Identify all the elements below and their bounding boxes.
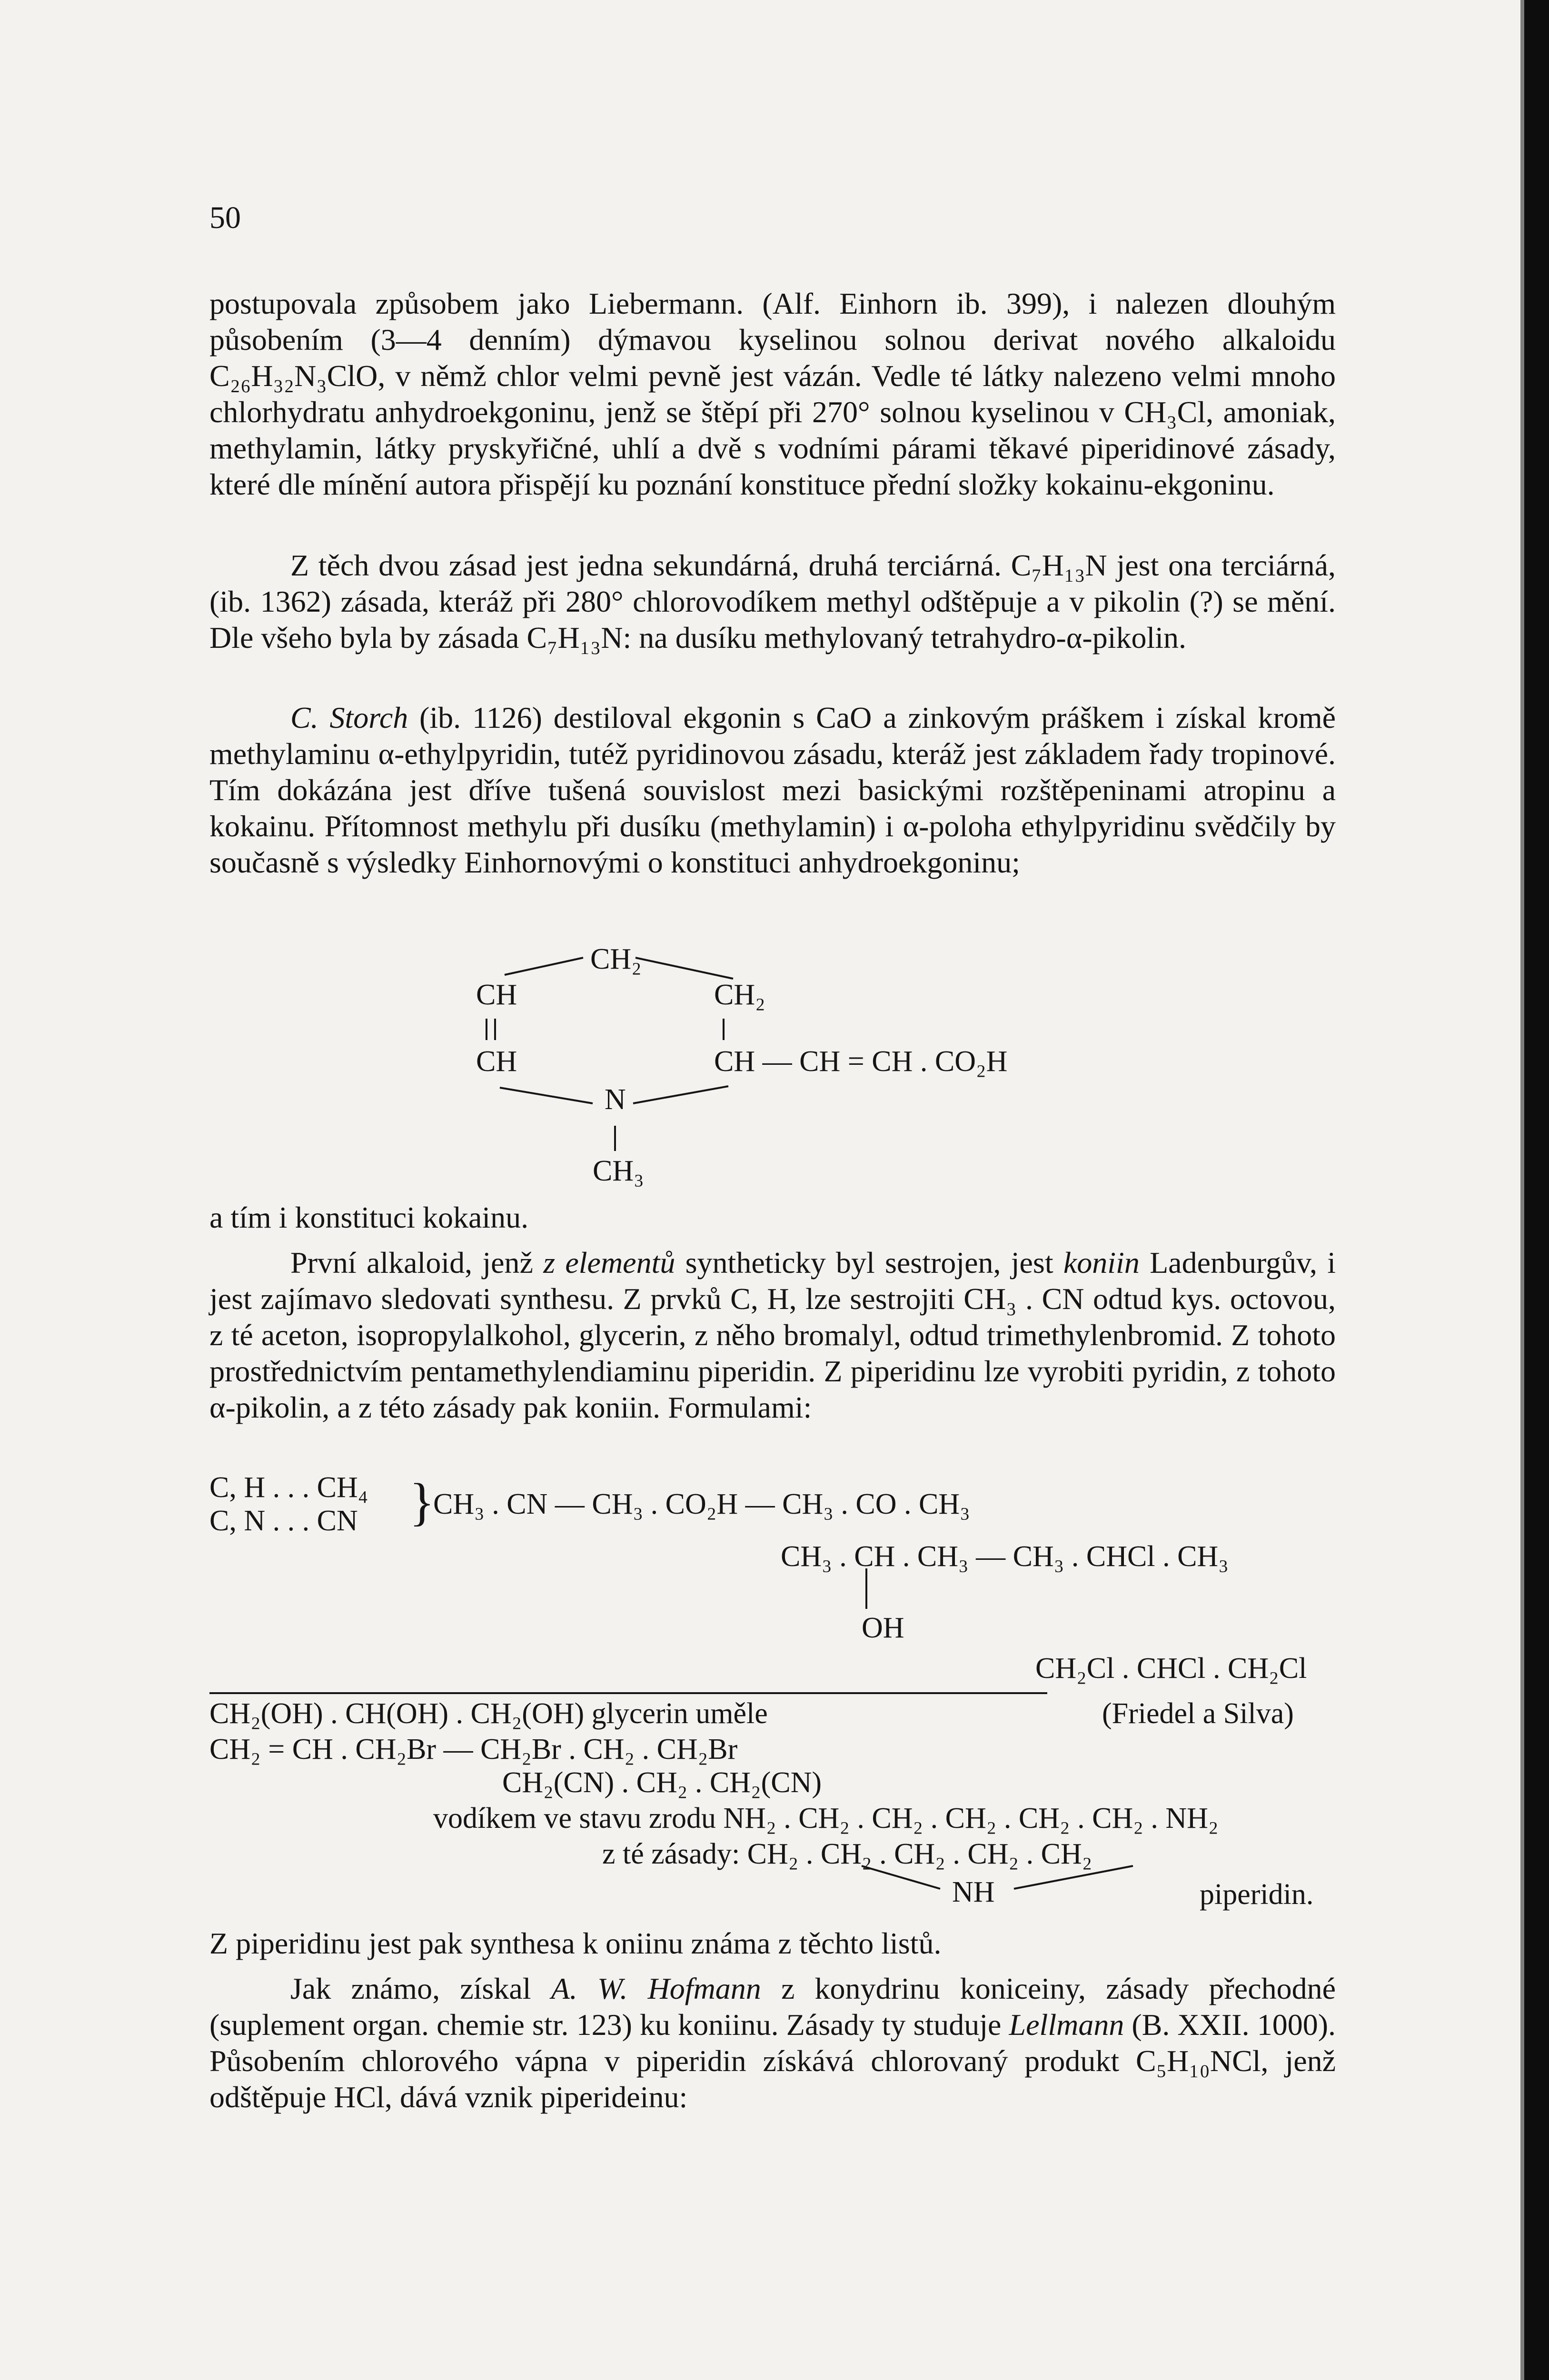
- struct-top-ch2: CH₂: [590, 943, 642, 975]
- paragraph-6: Z piperidinu jest pak synthesa k oniinu známa z těchto listů.: [209, 1926, 942, 1960]
- struct-left-bottom-ch: CH: [476, 1045, 517, 1078]
- paragraph-1: postupovala způsobem jako Liebermann. (Alf. Einhorn ib. 399), i nalezen dlouhým působením (3—4 denním) dýmavou kyselinou solnou derivat nového alkaloidu C₂₆H₃₂N₃ClO, v němž chlor velmi pevně jest vázán. Vedle té látky nalezeno velmi mnoho chlorhydratu anhydroekgoninu, jenž se štěpí při 270° solnou kyselinou v CH₃Cl, amoniak, methylamin, látky pryskyřičné, uhlí a dvě s vodními párami těkavé piperidinové zásady, které dle mínění autora přispějí ku poznání konstituce přední složky kokainu-ekgoninu.: [209, 287, 1336, 501]
- formula-dinitrile: CH₂(CN) . CH₂ . CH₂(CN): [502, 1766, 822, 1799]
- formula-oh: OH: [862, 1612, 904, 1644]
- formula-cn: C, N . . . CN: [209, 1505, 358, 1537]
- bond-ring-left: [862, 1866, 940, 1889]
- bond-ring-right: [1014, 1866, 1133, 1889]
- formula-diamine: vodíkem ve stavu zrodu NH₂ . CH₂ . CH₂ . CH₂ . CH₂ . CH₂ . NH₂: [433, 1802, 1219, 1835]
- p7-hofmann: A. W. Hofmann: [551, 1972, 761, 2005]
- formula-trichloro: CH₂Cl . CHCl . CH₂Cl: [1035, 1652, 1307, 1685]
- p7-lellmann: Lellmann: [1009, 2008, 1124, 2042]
- p7-c: z konydrinu koniceiny, zásady přechodné (suplement organ. chemie str. 123) ku koniinu. Zásady ty studuje: [209, 1972, 1336, 2042]
- formula-ch4: C, H . . . CH₄: [209, 1471, 368, 1504]
- p5-elements: z elementů: [543, 1246, 675, 1279]
- brace: }: [409, 1473, 435, 1531]
- formula-piperidin-label: piperidin.: [1200, 1878, 1314, 1911]
- author-storch: C. Storch: [290, 701, 408, 734]
- formula-glycerin-note: (Friedel a Silva): [1102, 1697, 1294, 1730]
- struct-right-top-ch2: CH₂: [714, 979, 765, 1011]
- p7-e: (B. XXII. 1000). Působením chlorového vápna v piperidin získává chlorovaný produkt C₅H₁₀NCl, jenž odštěpuje HCl, dává vznik piperideinu:: [209, 2008, 1336, 2114]
- struct-nitrogen: N: [605, 1083, 626, 1116]
- formula-chain-1: CH₃ . CN — CH₃ . CO₂H — CH₃ . CO . CH₃: [433, 1488, 970, 1520]
- paragraph-3-text: (ib. 1126) destiloval ekgonin s CaO a zinkovým práškem i získal kromě methylaminu α-ethylpyridin, tutéž pyridinovou zásadu, kteráž jest základem řady tropinové. Tím dokázána jest dříve tušená souvislost mezi basickými rozštěpeninami atropinu a kokainu. Přítomnost methylu při dusíku (methylamin) i α-poloha ethylpyridinu svědčily by současně s výsledky Einhornovými o konstituci anhydroekgoninu;: [209, 701, 1336, 879]
- paragraph-4: a tím i konstituci kokainu.: [209, 1200, 529, 1234]
- p5-e: Ladenburgův, i jest zajímavo sledovati synthesu. Z prvků C, H, lze sestrojiti CH₃ . CN odtud kys. octovou, z té aceton, isopropylalkohol, glycerin, z něho bromalyl, odtud trimethylenbromid. Z tohoto prostřednictvím pentamethylendiaminu piperidin. Z piperidinu lze vyrobiti pyridin, z tohoto α-pikolin, a z této zásady pak koniin. Formulami:: [209, 1246, 1336, 1424]
- p7-a: Jak známo, získal: [290, 1972, 551, 2005]
- p5-c: syntheticky byl sestrojen, jest: [675, 1246, 1063, 1279]
- formula-bromallyl: CH₂ = CH . CH₂Br — CH₂Br . CH₂ . CH₂Br: [209, 1733, 738, 1765]
- p5-koniin: koniin: [1063, 1246, 1140, 1279]
- struct-n-methyl: CH₃: [593, 1155, 644, 1187]
- struct-right-bottom-chain: CH — CH = CH . CO₂H: [714, 1045, 1008, 1078]
- paragraph-2: Z těch dvou zásad jest jedna sekundárná, druhá terciárná. C₇H₁₃N jest ona terciárná, (ib. 1362) zásada, kteráž při 280° chlorovodíkem methyl odštěpuje a v pikolin (?) se mění. Dle všeho byla by zásada C₇H₁₃N: na dusíku methylovaný tetrahydro-α-pikolin.: [209, 548, 1336, 654]
- struct-left-top-ch: CH: [476, 979, 517, 1011]
- formula-nh: NH: [952, 1876, 995, 1908]
- p5-a: První alkaloid, jenž: [290, 1246, 544, 1279]
- page-number: 50: [209, 200, 241, 235]
- paragraph-7: [209, 1971, 1336, 2115]
- formula-isopropyl: CH₃ . CH . CH₃ — CH₃ . CHCl . CH₃: [781, 1540, 1229, 1573]
- formula-ring: z té zásady: CH₂ . CH₂ . CH₂ . CH₂ . CH₂: [602, 1838, 1092, 1870]
- formula-glycerin: CH₂(OH) . CH(OH) . CH₂(OH) glycerin uměle: [209, 1697, 768, 1730]
